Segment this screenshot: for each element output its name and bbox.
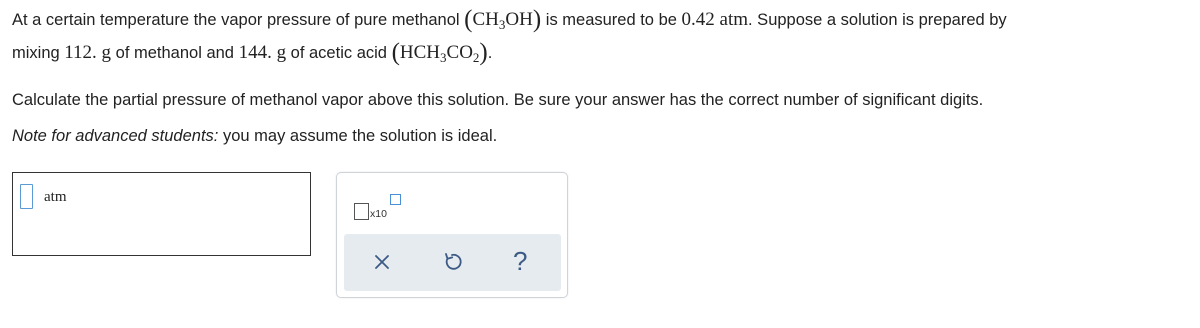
answer-input-area[interactable] <box>12 172 311 256</box>
scientific-notation-button[interactable] <box>352 193 402 223</box>
question-text: of acetic acid <box>286 44 392 62</box>
note-text: you may assume the solution is ideal. <box>218 127 498 145</box>
close-paren: ) <box>532 6 542 33</box>
question-text: is measured to be <box>541 11 682 29</box>
math-tool-panel <box>336 172 568 298</box>
close-icon <box>368 248 396 276</box>
question-text: At a certain temperature the vapor pressure of pure methanol <box>12 11 465 29</box>
answer-input[interactable] <box>20 184 33 209</box>
question-text: of methanol and <box>111 44 239 62</box>
vapor-pressure-value: 0.42 atm <box>681 9 749 30</box>
sci-exponent-box-icon <box>390 194 401 205</box>
acid-mass: 144. g <box>238 42 287 63</box>
methanol-mass: 112. g <box>64 42 112 63</box>
sci-base-box-icon <box>354 203 369 220</box>
clear-button[interactable] <box>368 248 396 276</box>
question-line-2 <box>12 37 492 65</box>
close-paren: ) <box>479 39 488 66</box>
help-button[interactable] <box>509 248 537 276</box>
help-icon: ? <box>513 246 528 276</box>
question-line-3: Calculate the partial pressure of methanol vapor above this solution. Be sure your answer has the correct number of significant digits. <box>12 91 984 109</box>
undo-icon <box>438 248 466 276</box>
open-paren: ( <box>391 39 400 66</box>
methanol-formula: $CH_3OH$ <box>472 9 533 32</box>
acetic-acid-formula: $HCH_3CO_2$ <box>399 42 480 65</box>
tool-footer <box>344 234 561 291</box>
question-text: . Suppose a solution is prepared by <box>748 11 1007 29</box>
answer-unit: atm <box>44 189 67 205</box>
question-text: . <box>487 44 493 62</box>
question-line-1 <box>12 4 1007 32</box>
undo-button[interactable] <box>438 248 466 276</box>
question-note <box>12 127 497 146</box>
note-label: Note for advanced students: <box>12 127 219 145</box>
sci-notation-label: x10 <box>370 208 387 220</box>
question-text: mixing <box>12 44 65 62</box>
open-paren: ( <box>464 6 473 33</box>
